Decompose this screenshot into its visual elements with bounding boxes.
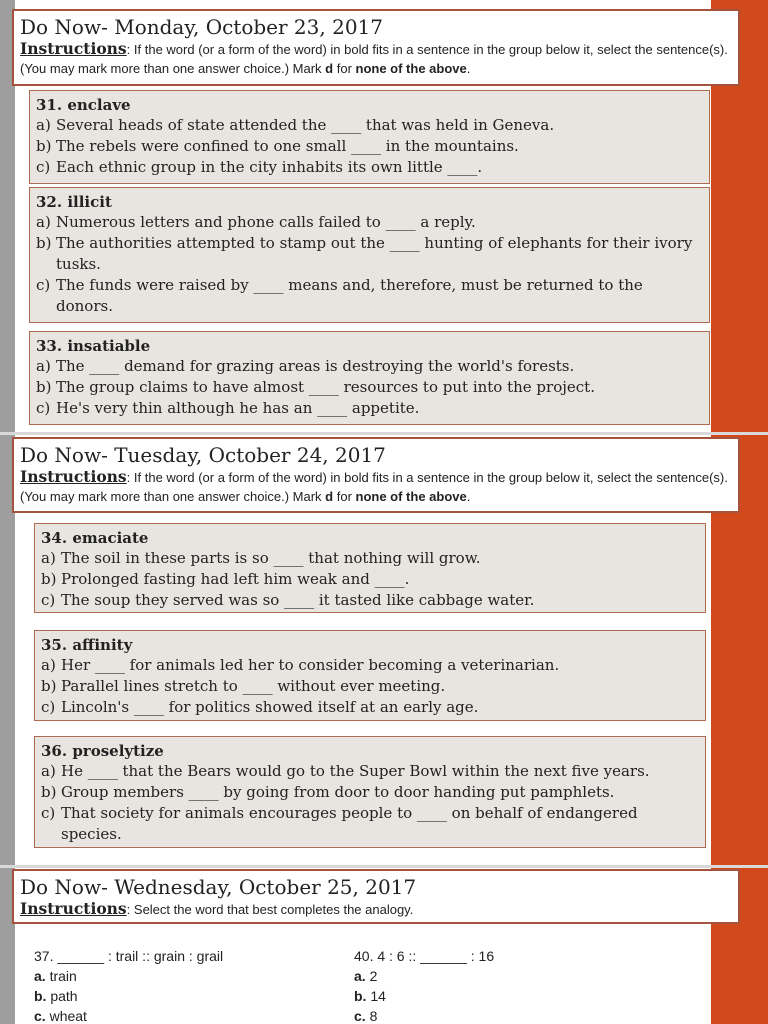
question-box bbox=[34, 736, 706, 848]
section-header bbox=[12, 869, 740, 924]
instructions: Instructions: Select the word that best completes the analogy. bbox=[20, 899, 414, 918]
instructions-label: Instructions bbox=[20, 39, 127, 58]
instructions-label: Instructions bbox=[20, 467, 127, 486]
section-title: Do Now- Tuesday, October 24, 2017 bbox=[20, 443, 386, 467]
answer-option[interactable]: a) The ____ demand for grazing areas is destroying the world's forests. bbox=[36, 357, 575, 375]
answer-option[interactable]: a) Several heads of state attended the ____ that was held in Geneva. bbox=[36, 116, 555, 134]
question-box bbox=[29, 90, 710, 184]
analogy-question bbox=[354, 946, 654, 1024]
question-word: 31. enclave bbox=[36, 96, 131, 114]
analogy-choice[interactable]: a. 2 bbox=[354, 968, 378, 984]
instructions-label: Instructions bbox=[20, 899, 127, 918]
section-title: Do Now- Monday, October 23, 2017 bbox=[20, 15, 383, 39]
answer-option[interactable]: a) Numerous letters and phone calls failed to ____ a reply. bbox=[36, 213, 476, 231]
answer-option[interactable]: b) Parallel lines stretch to ____ without ever meeting. bbox=[41, 677, 446, 695]
analogy-prompt: 37. ______ : trail :: grain : grail bbox=[34, 948, 224, 964]
answer-option[interactable]: b) The group claims to have almost ____ resources to put into the project. bbox=[36, 378, 595, 396]
instructions: Instructions: If the word (or a form of the word) in bold fits in a sentence in the group below it, select the sentence(s). (You may mark more than one answer choice.) Mark d for none of the above. bbox=[20, 39, 728, 76]
analogy-choice[interactable]: c. 8 bbox=[354, 1008, 378, 1024]
analogy-choice[interactable]: b. path bbox=[34, 988, 78, 1004]
question-box bbox=[29, 187, 710, 323]
answer-option[interactable]: c) The soup they served was so ____ it tasted like cabbage water. bbox=[41, 591, 535, 609]
answer-option[interactable]: c) He's very thin although he has an ____ appetite. bbox=[36, 399, 420, 417]
question-word: 32. illicit bbox=[36, 193, 112, 211]
answer-option[interactable]: c) Each ethnic group in the city inhabits its own little ____. bbox=[36, 158, 483, 176]
answer-option[interactable]: b) Group members ____ by going from door to door handing put pamphlets. bbox=[41, 783, 615, 801]
question-word: 33. insatiable bbox=[36, 337, 151, 355]
section-title: Do Now- Wednesday, October 25, 2017 bbox=[20, 875, 417, 899]
answer-option[interactable]: a) The soil in these parts is so ____ that nothing will grow. bbox=[41, 549, 481, 567]
answer-option[interactable]: b) The rebels were confined to one small ____ in the mountains. bbox=[36, 137, 519, 155]
section-header bbox=[12, 437, 740, 513]
answer-option[interactable]: a) Her ____ for animals led her to consider becoming a veterinarian. bbox=[41, 656, 560, 674]
question-box bbox=[29, 331, 710, 425]
answer-option[interactable]: a) He ____ that the Bears would go to the Super Bowl within the next five years. bbox=[41, 762, 650, 780]
answer-option[interactable]: c) The funds were raised by ____ means and, therefore, must be returned to the donors. bbox=[36, 276, 643, 315]
answer-option[interactable]: c) That society for animals encourages people to ____ on behalf of endangered species. bbox=[41, 804, 638, 843]
question-word: 34. emaciate bbox=[41, 529, 149, 547]
analogy-choice[interactable]: c. wheat bbox=[34, 1008, 87, 1024]
instructions: Instructions: If the word (or a form of the word) in bold fits in a sentence in the group below it, select the sentence(s). (You may mark more than one answer choice.) Mark d for none of the above. bbox=[20, 467, 728, 504]
analogy-question bbox=[34, 946, 334, 1024]
answer-option[interactable]: b) Prolonged fasting had left him weak and ____. bbox=[41, 570, 410, 588]
analogy-choice[interactable]: a. train bbox=[34, 968, 77, 984]
answer-option[interactable]: b) The authorities attempted to stamp out the ____ hunting of elephants for their ivory tusks. bbox=[36, 234, 693, 273]
question-word: 36. proselytize bbox=[41, 742, 164, 760]
section-header bbox=[12, 9, 740, 86]
analogy-prompt: 40. 4 : 6 :: ______ : 16 bbox=[354, 948, 495, 964]
answer-option[interactable]: c) Lincoln's ____ for politics showed itself at an early age. bbox=[41, 698, 479, 716]
question-box bbox=[34, 630, 706, 721]
question-box bbox=[34, 523, 706, 613]
analogy-choice[interactable]: b. 14 bbox=[354, 988, 386, 1004]
question-word: 35. affinity bbox=[41, 636, 133, 654]
